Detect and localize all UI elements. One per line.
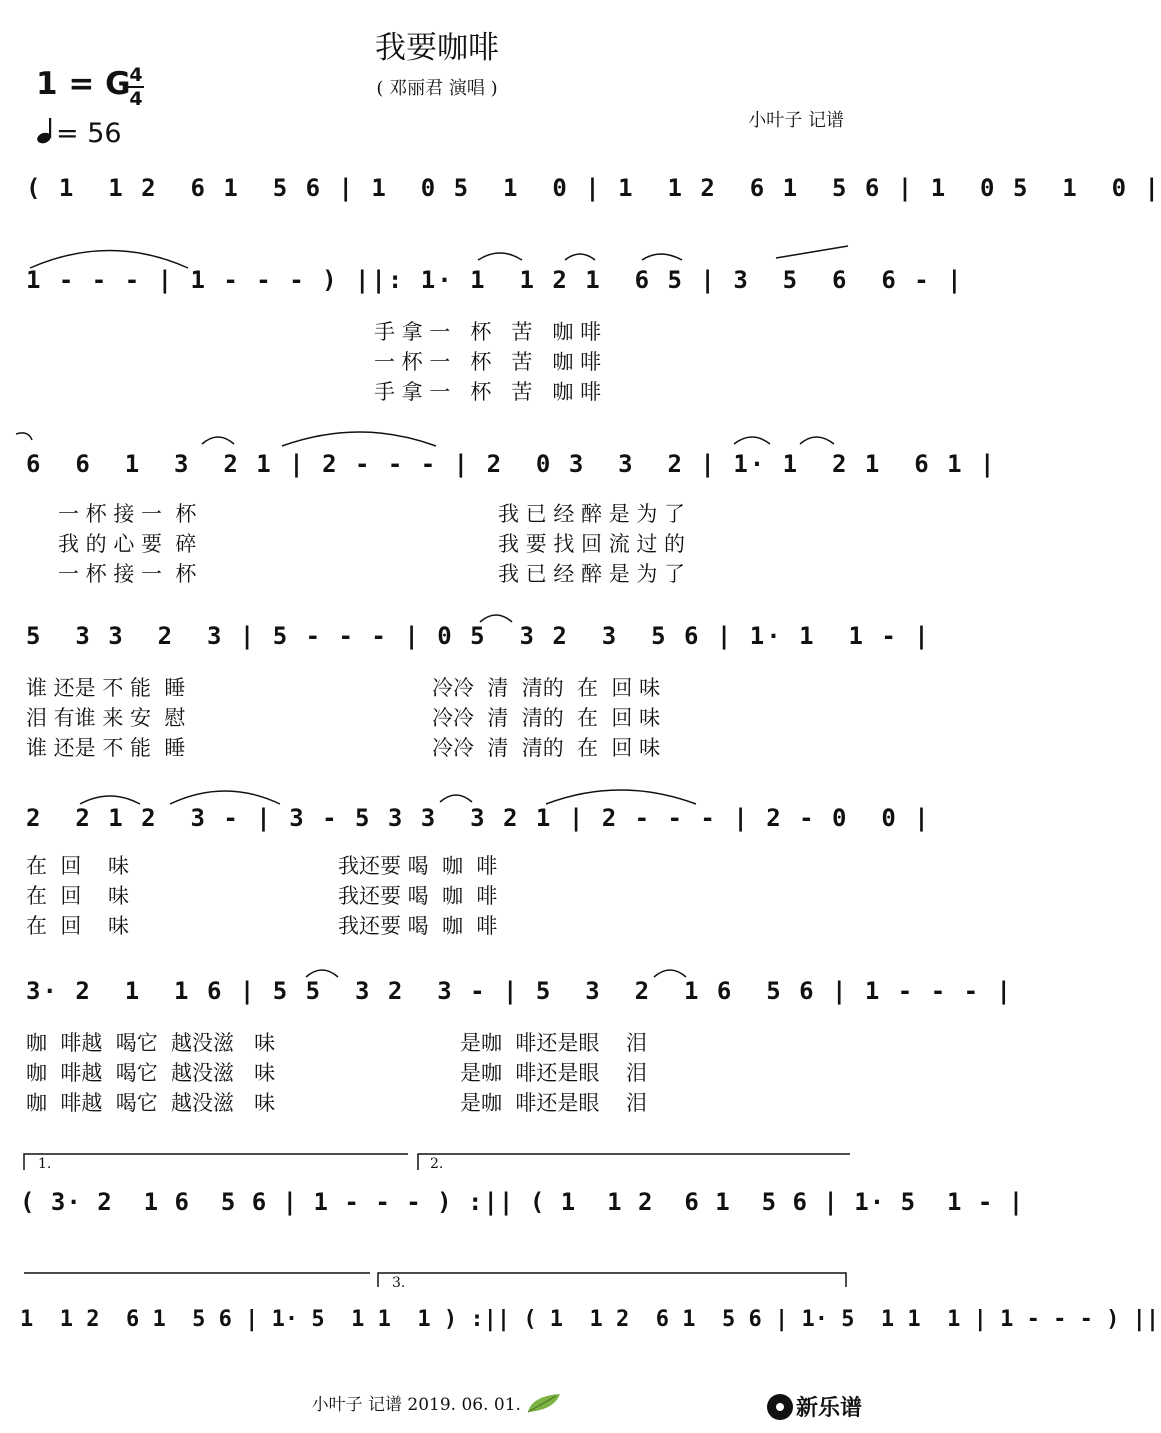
subtitle: ( 邓丽君 演唱 ): [376, 78, 498, 99]
lyric-line-3a-v3: 一 杯 接 一 杯: [58, 562, 197, 586]
lyric-line-5a-v2: 在 回 味: [26, 884, 130, 908]
notation-line-4: 5 3 3 2 3 | 5 - - - | 0 5 3 2 3 5 6 | 1· 1 1 - |: [26, 622, 931, 650]
lyric-line-5b-v2: 我还要 喝 咖 啡: [338, 884, 498, 908]
staff-line-2: [0, 238, 964, 408]
lyric-line-6b-v2: 是咖 啡还是眼 泪: [460, 1061, 648, 1085]
lyric-line-4a-v1: 谁 还是 不 能 睡: [26, 676, 186, 700]
lyric-line-5a-v3: 在 回 味: [26, 914, 130, 938]
lyric-line-6b-v3: 是咖 啡还是眼 泪: [460, 1091, 648, 1115]
lyric-line-4b-v3: 冷冷 清 清的 在 回 味: [432, 736, 661, 760]
brand-name: 新乐谱: [795, 1396, 862, 1421]
lyric-line-5b-v1: 我还要 喝 咖 啡: [338, 854, 498, 878]
lyric-line-5b-v3: 我还要 喝 咖 啡: [338, 914, 498, 938]
notation-line-6: 3· 2 1 1 6 | 5 5 3 2 3 - | 5 3 2 1 6 5 6 | 1 - - - |: [26, 977, 1013, 1005]
footer-credit-text: 小叶子 记谱 2019. 06. 01.: [311, 1395, 521, 1415]
lyric-line-5a-v1: 在 回 味: [26, 854, 130, 878]
lyric-line-6-v1: 咖 啡越 喝它 越没滋 味: [26, 1031, 276, 1055]
notation-line-7: ( 3· 2 1 6 5 6 | 1 - - - ) :|| ( 1 1 2 6 1 5 6 | 1· 5 1 - |: [20, 1188, 1025, 1216]
lyric-line-3a-v2: 我 的 心 要 碎: [58, 532, 197, 556]
staff-line-4: [0, 600, 931, 770]
tempo-marking: [36, 116, 122, 149]
transcriber-credit: 小叶子 记谱: [748, 110, 844, 131]
lyric-line-4a-v2: 泪 有谁 来 安 慰: [26, 706, 186, 730]
lyric-line-4b-v1: 冷冷 清 清的 在 回 味: [432, 676, 661, 700]
lyric-line-6-v2: 咖 啡越 喝它 越没滋 味: [26, 1061, 276, 1085]
lyric-line-6b-v1: 是咖 啡还是眼 泪: [460, 1031, 648, 1055]
lyric-line-3a-v1: 一 杯 接 一 杯: [58, 502, 197, 526]
staff-line-6: [0, 955, 1013, 1125]
brand-logo: [767, 1391, 862, 1422]
lyric-line-3b-v1: 我 已 经 醉 是 为 了: [498, 502, 686, 526]
staff-line-1: [0, 168, 1161, 228]
notation-line-3: 6 6 1 3 2 1 | 2 - - - | 2 0 3 3 2 | 1· 1 2 1 6 1 |: [26, 450, 997, 478]
lyric-line-2-v3: 手 拿 一 杯 苦 咖 啡: [374, 380, 602, 404]
volta-2-label: 2.: [430, 1156, 444, 1172]
lyric-line-3b-v2: 我 要 找 回 流 过 的: [498, 532, 686, 556]
staff-line-3: [0, 420, 997, 590]
footer-credit: [0, 1390, 874, 1415]
key-signature: 1 = G: [36, 66, 131, 102]
vinyl-record-icon: [767, 1394, 793, 1420]
leaf-icon: [526, 1392, 562, 1414]
time-signature-bottom: 4: [129, 88, 143, 110]
staff-line-8: [0, 1265, 1160, 1355]
notation-line-5: 2 2 1 2 3 - | 3 - 5 3 3 3 2 1 | 2 - - - | 2 - 0 0 |: [26, 804, 931, 832]
notation-line-8: 1 1 2 6 1 5 6 | 1· 5 1 1 1 ) :|| ( 1 1 2 6 1 5 6 | 1· 5 1 1 1 | 1 - - - ) ||: [20, 1307, 1160, 1332]
page-title: 我要咖啡: [375, 30, 499, 66]
lyric-line-3b-v3: 我 已 经 醉 是 为 了: [498, 562, 686, 586]
lyric-line-4b-v2: 冷冷 清 清的 在 回 味: [432, 706, 661, 730]
lyric-line-2-v2: 一 杯 一 杯 苦 咖 啡: [374, 350, 602, 374]
notation-line-2: 1 - - - | 1 - - - ) ||: 1· 1 1 2 1 6 5 | 3 5 6 6 - |: [26, 266, 964, 294]
notation-line-1: ( 1 1 2 6 1 5 6 | 1 0 5 1 0 | 1 1 2 6 1 5 6 | 1 0 5 1 0 |: [26, 174, 1161, 202]
tempo-value: = 56: [56, 118, 122, 149]
volta-3-label: 3.: [392, 1275, 406, 1291]
lyric-line-2-v1: 手 拿 一 杯 苦 咖 啡: [374, 320, 602, 344]
quarter-note-icon: [36, 116, 56, 144]
volta-1-label: 1.: [38, 1156, 52, 1172]
time-signature: [128, 64, 144, 110]
lyric-line-6-v3: 咖 啡越 喝它 越没滋 味: [26, 1091, 276, 1115]
lyric-line-4a-v3: 谁 还是 不 能 睡: [26, 736, 186, 760]
time-signature-top: 4: [129, 64, 143, 86]
volta-brackets-8: [0, 1265, 874, 1295]
staff-line-5: [0, 780, 931, 950]
staff-line-7: [0, 1148, 1025, 1238]
